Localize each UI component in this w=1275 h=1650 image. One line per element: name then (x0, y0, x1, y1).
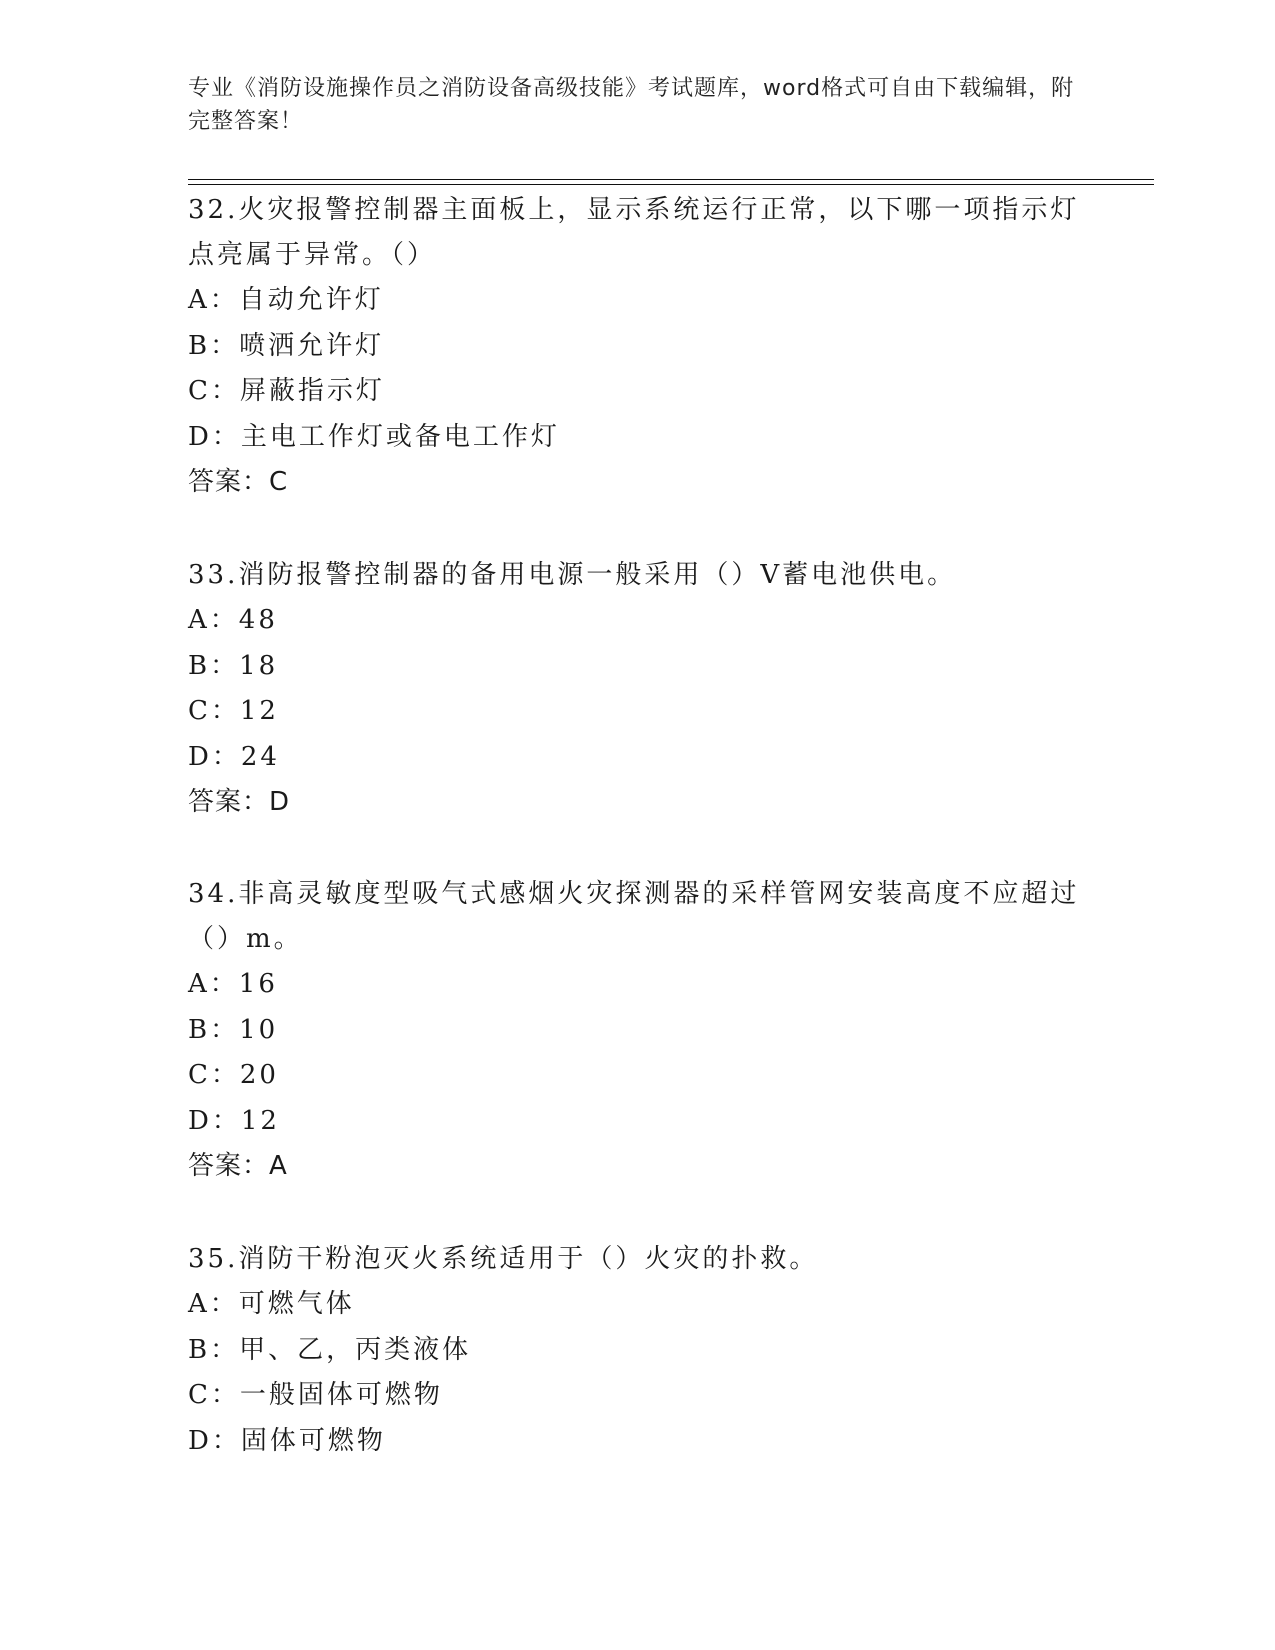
header-divider-top (188, 179, 1154, 180)
option-c: C：屏蔽指示灯 (188, 376, 385, 406)
question-32 (188, 188, 1088, 505)
question-34 (188, 872, 1088, 1189)
answer-label: 答案：C (188, 467, 289, 497)
option-b: B：甲、乙，丙类液体 (188, 1334, 472, 1365)
header-divider-bottom (188, 184, 1154, 185)
option-b: B：10 (188, 1014, 279, 1045)
option-d: D：固体可燃物 (188, 1425, 386, 1456)
option-c: C：12 (188, 696, 279, 726)
option-d: D：主电工作灯或备电工作灯 (188, 421, 560, 452)
question-stem: 34.非高灵敏度型吸气式感烟火灾探测器的采样管网安装高度不应超过（）m。 (188, 879, 1080, 954)
option-a: A：48 (188, 605, 278, 635)
option-a: A：自动允许灯 (188, 285, 384, 315)
option-c: C：20 (188, 1060, 279, 1090)
answer-label: 答案：D (188, 787, 291, 817)
option-a: A：16 (188, 969, 278, 999)
option-b: B：18 (188, 650, 279, 681)
question-stem: 35.消防干粉泡灭火系统适用于（）火灾的扑救。 (188, 1244, 819, 1274)
option-d: D：12 (188, 1105, 280, 1136)
answer-label: 答案：A (188, 1151, 288, 1181)
question-stem: 32.火灾报警控制器主面板上，显示系统运行正常，以下哪一项指示灯点亮属于异常。（） (188, 195, 1080, 270)
option-c: C：一般固体可燃物 (188, 1380, 443, 1410)
option-d: D：24 (188, 741, 280, 772)
document-header: 专业《消防设施操作员之消防设备高级技能》考试题库，word格式可自由下载编辑，附完整答案！ (188, 76, 1075, 134)
question-35 (188, 1237, 1088, 1464)
question-stem: 33.消防报警控制器的备用电源一般采用（）V蓄电池供电。 (188, 560, 957, 590)
option-b: B：喷洒允许灯 (188, 330, 385, 361)
question-33 (188, 553, 1088, 825)
option-a: A：可燃气体 (188, 1289, 355, 1319)
